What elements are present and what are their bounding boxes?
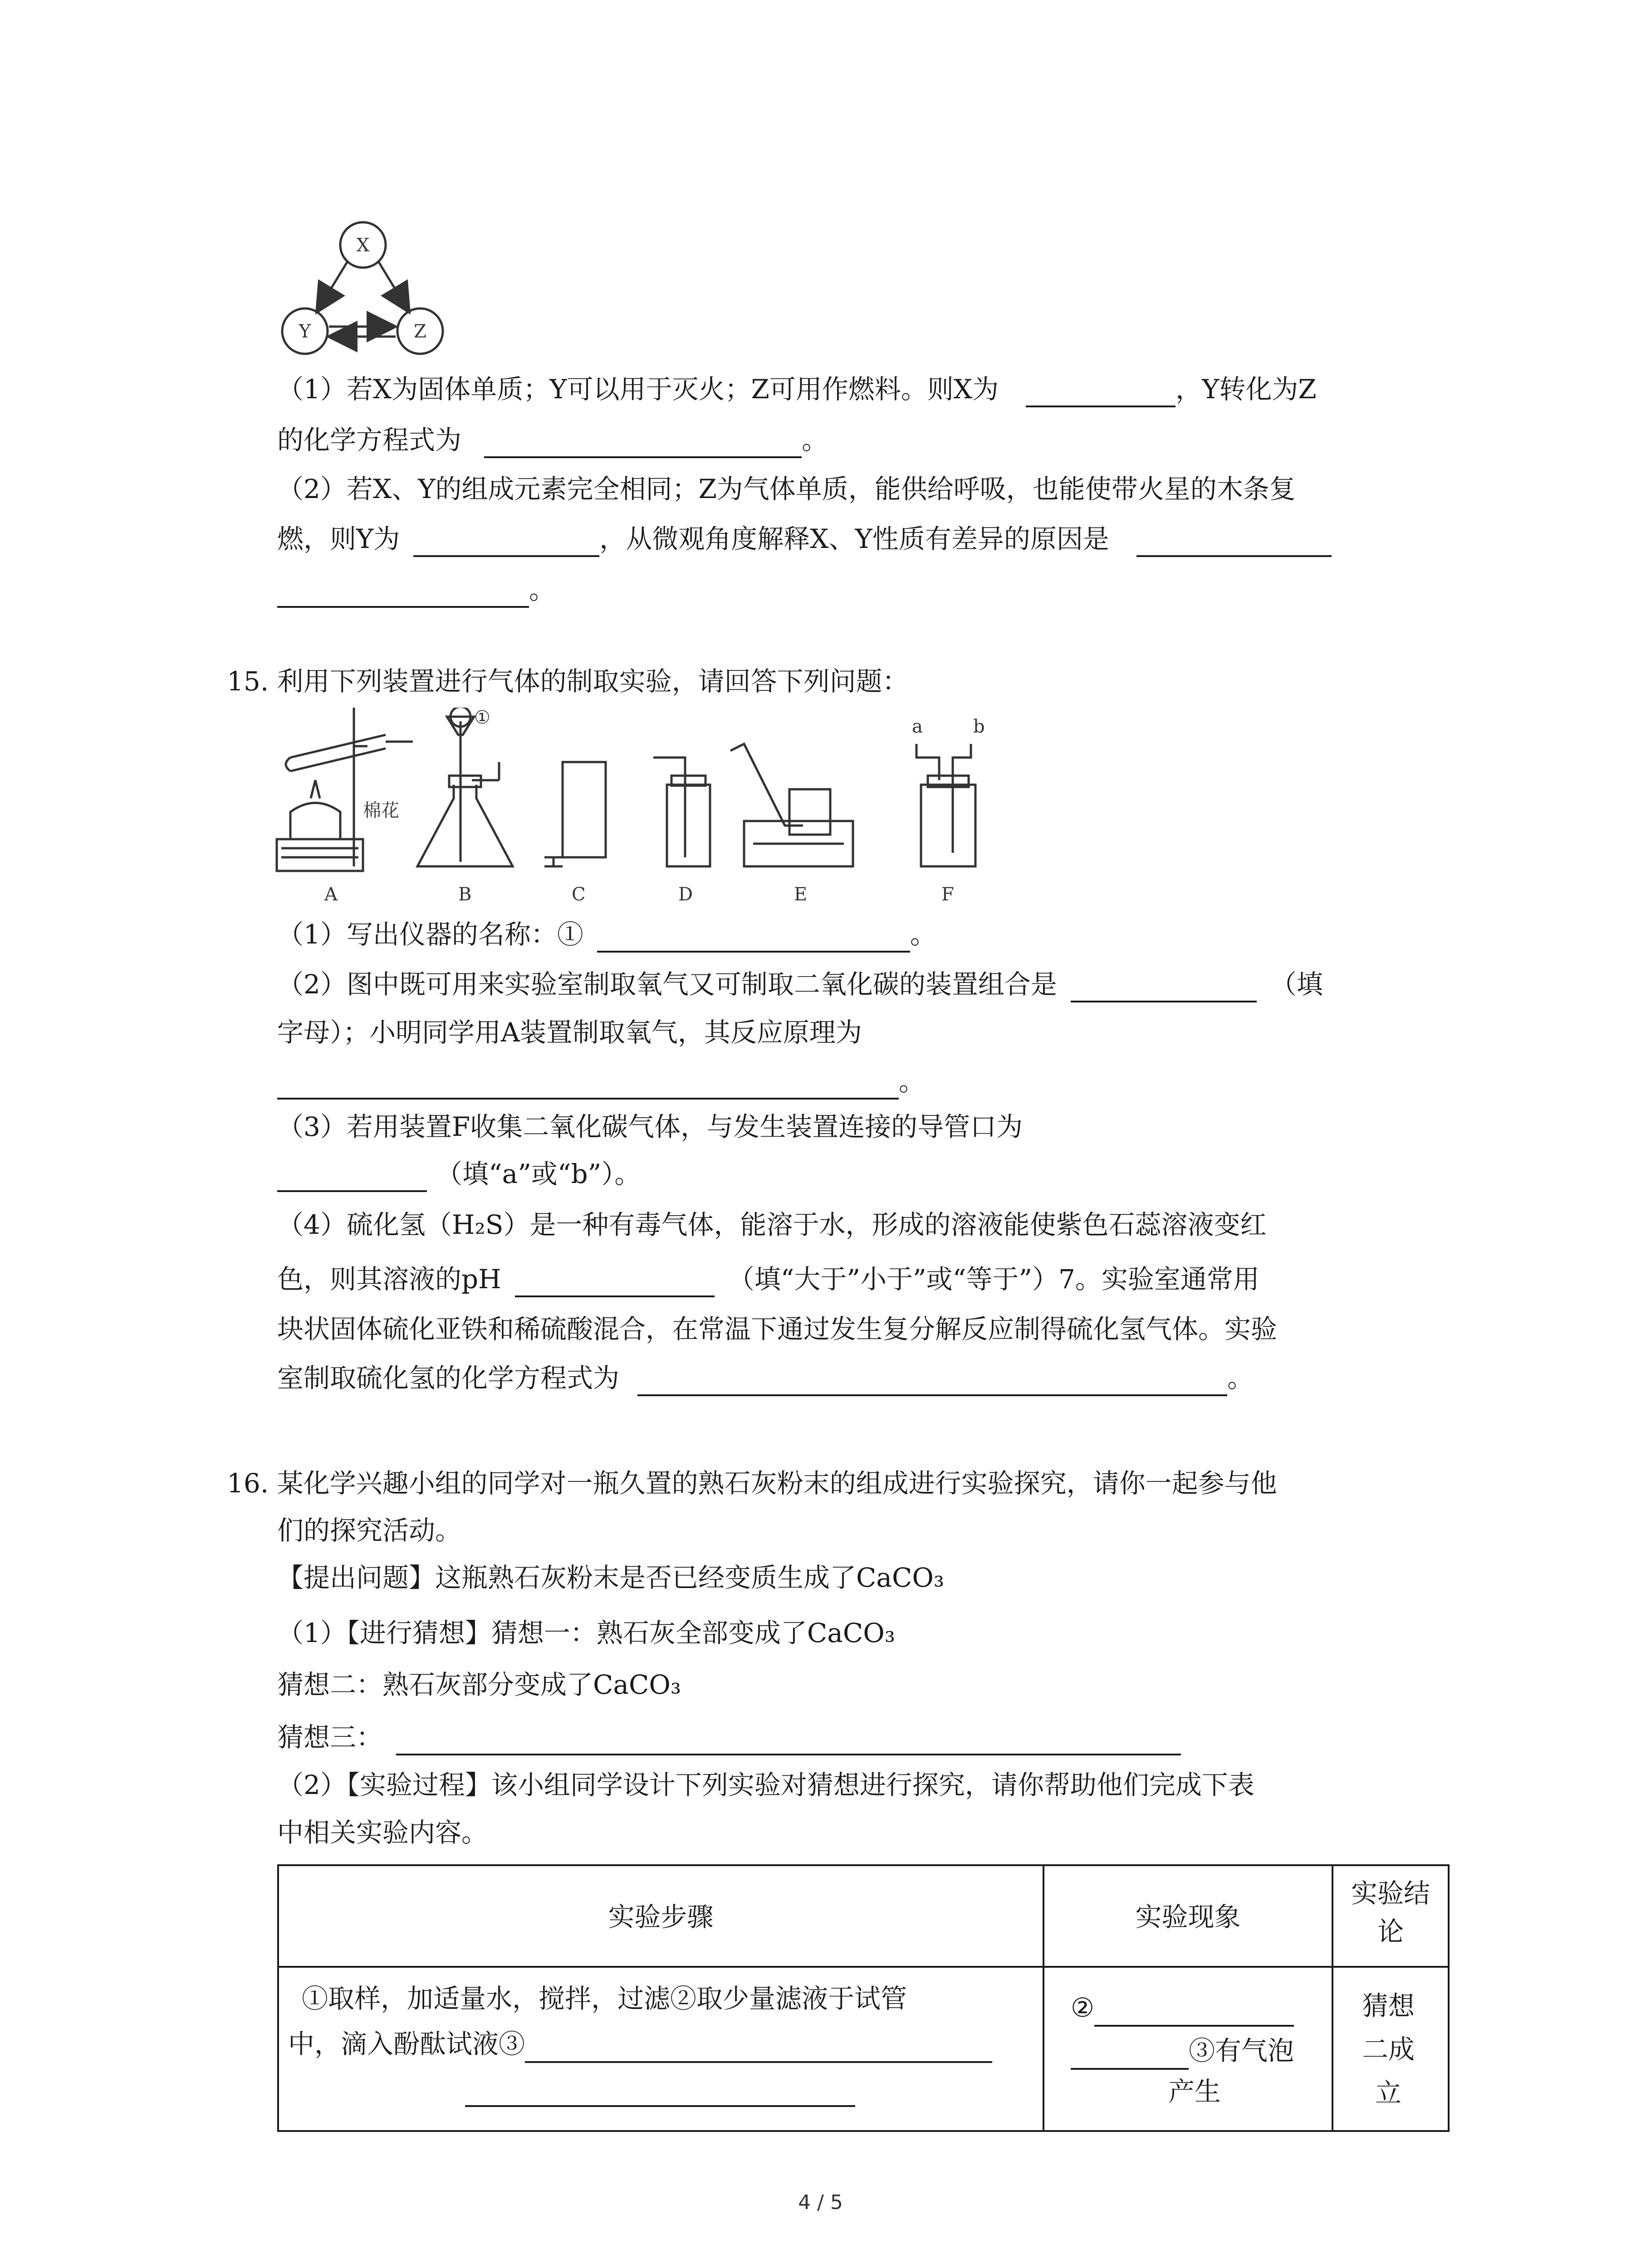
q15-principle-blank[interactable] [277, 1070, 899, 1100]
q16-guess1 [277, 1615, 895, 1651]
step-line1 [302, 1980, 907, 2018]
q16-guess2-text: 猜想二：熟石灰部分变成了CaCO₃ [277, 1669, 681, 1700]
q16-guess3 [277, 1719, 1181, 1755]
q15-p4-text: （4）硫化氢（H₂S）是一种有毒气体，能溶于水，形成的溶液能使紫色石蕊溶液变红 [277, 1209, 1267, 1240]
step-line2 [288, 2025, 992, 2063]
step3-blank[interactable] [525, 2033, 992, 2063]
label-a: A [324, 884, 338, 905]
header-conclusion: 实验结论 [1351, 1878, 1430, 1947]
q16-guess3-blank[interactable] [396, 1725, 1181, 1755]
q15-p4-line4-text: 室制取硫化氢的化学方程式为 [277, 1363, 620, 1393]
q16-line1-text: 16. 某化学兴趣小组的同学对一瓶久置的熟石灰粉末的组成进行实验探究，请你一起参与他 [227, 1468, 1277, 1499]
q15-part4-line2 [277, 1261, 1259, 1297]
q15-title-text: 15. 利用下列装置进行气体的制取实验，请回答下列问题： [227, 666, 909, 697]
apparatus-figure [272, 708, 1053, 916]
q14-p2-text: （2）若X、Y的组成元素完全相同；Z为气体单质，能供给呼吸，也能使带火星的木条复 [277, 474, 1296, 504]
q14-part2-line3 [277, 572, 555, 608]
phenomenon-blank-1[interactable] [1094, 1997, 1294, 2027]
q15-p2-end: （填 [1270, 969, 1323, 1000]
q15-p2-text: （2）图中既可用来实验室制取氧气又可制取二氧化碳的装置组合是 [277, 969, 1057, 1000]
node-y-label: Y [299, 321, 311, 342]
conclusion-cell: 猜想二成立 [1362, 1990, 1415, 2108]
header-phenomena: 实验现象 [1135, 1901, 1241, 1932]
label-e: E [794, 884, 808, 905]
q15-p4-line2-text: 色，则其溶液的pH [277, 1264, 501, 1295]
q15-p4-line3-text: 块状固体硫化亚铁和稀硫酸混合，在常温下通过发生复分解反应制得硫化氢气体。实验 [277, 1314, 1278, 1344]
q15-part3-line2 [277, 1156, 641, 1192]
q15-p1-text: （1）写出仪器的名称：① [277, 919, 583, 950]
node-x-label: X [356, 235, 370, 256]
phen-line2 [1071, 2032, 1294, 2070]
q14-part2-line1 [277, 471, 1296, 507]
q14-part1-line1 [277, 371, 1317, 407]
arrow-x-to-z [379, 262, 408, 311]
q16-part2-line2 [277, 1814, 488, 1851]
phen-mark: ② [1071, 1992, 1094, 2023]
q14-p1-text: （1）若X为固体单质；Y可以用于灭火；Z可用作燃料。则X为 [277, 374, 999, 405]
q14-equation-blank[interactable] [484, 428, 802, 458]
q14-p2-line3-end: 。 [529, 574, 556, 605]
q14-p1-line2-end: 。 [802, 425, 828, 455]
q15-port-blank[interactable] [277, 1162, 427, 1192]
phen-line1 [1071, 1989, 1294, 2027]
q14-answer-y-blank[interactable] [413, 527, 599, 557]
q15-ph-blank[interactable] [515, 1267, 715, 1297]
q15-part2-line3 [277, 1063, 925, 1100]
q14-part1-line2 [277, 422, 828, 458]
q16-guess1-text: （1）【进行猜想】猜想一：熟石灰全部变成了CaCO₃ [277, 1618, 896, 1648]
arrow-x-to-y [318, 262, 347, 311]
q16-line1 [227, 1465, 1277, 1501]
q16-part2-line1 [277, 1767, 1254, 1803]
q15-combo-blank[interactable] [1071, 973, 1257, 1002]
relationship-diagram [272, 218, 454, 363]
q15-title [227, 663, 909, 699]
q15-p4-line4-end: 。 [1227, 1363, 1254, 1393]
q16-question [277, 1559, 944, 1596]
step3-blank-2[interactable] [465, 2077, 855, 2107]
cotton-label: 棉花 [363, 800, 399, 821]
mark-1: ① [474, 708, 490, 728]
phen-line3-text: 产生 [1168, 2076, 1221, 2107]
q15-part2-line1 [277, 966, 1323, 1002]
q14-reason-blank-2[interactable] [277, 578, 529, 608]
q16-guess2 [277, 1667, 681, 1703]
q16-line2-text: 们的探究活动。 [277, 1515, 462, 1546]
phenomenon-blank-2[interactable] [1071, 2040, 1189, 2070]
q14-p2-line2-mid: ，从微观角度解释X、Y性质有差异的原因是 [599, 523, 1109, 554]
q15-h2s-equation-blank[interactable] [637, 1366, 1227, 1396]
q15-p1-end: 。 [910, 919, 936, 950]
q14-part2-line2 [277, 521, 1332, 557]
experiment-table [277, 1864, 1450, 2132]
q14-p1-text-end: ，Y转化为Z [1176, 374, 1317, 405]
q15-part1 [277, 916, 936, 953]
q15-part4-line1 [277, 1207, 1266, 1243]
port-a-label: a [912, 716, 923, 737]
label-d: D [678, 884, 693, 905]
phen-line2-text: ③有气泡 [1189, 2035, 1294, 2066]
step-line1-text: ①取样，加适量水，搅拌，过滤②取少量滤液于试管 [302, 1983, 907, 2014]
q14-p2-line2-text: 燃，则Y为 [277, 523, 400, 554]
q15-part4-line3 [277, 1311, 1277, 1347]
q14-answer-x-blank[interactable] [1026, 377, 1176, 407]
page-number: 4 / 5 [798, 2191, 843, 2214]
q16-line2 [277, 1512, 461, 1549]
header-steps: 实验步骤 [608, 1901, 714, 1932]
apparatus-c [544, 762, 606, 866]
q15-part2-line2 [277, 1014, 862, 1051]
apparatus-a [277, 708, 413, 871]
q15-part4-line4 [277, 1360, 1254, 1396]
apparatus-b [417, 708, 513, 866]
q15-p2-line2-text: 字母）；小明同学用A装置制取氧气，其反应原理为 [277, 1017, 862, 1048]
port-b-label: b [973, 716, 985, 737]
q16-question-text: 【提出问题】这瓶熟石灰粉末是否已经变质生成了CaCO₃ [277, 1562, 945, 1593]
q15-p4-line2-end: （填“大于”小于”或“等于”）7。实验室通常用 [728, 1264, 1259, 1295]
apparatus-d [653, 758, 710, 866]
step-line2-text: 中，滴入酚酞试液③ [288, 2028, 525, 2059]
label-c: C [572, 884, 586, 905]
q15-p3-line2-end: （填“a”或“b”）。 [436, 1158, 641, 1189]
q14-reason-blank-1[interactable] [1136, 527, 1332, 557]
label-b: B [458, 884, 472, 905]
q16-p2-text: （2）【实验过程】该小组同学设计下列实验对猜想进行探究，请你帮助他们完成下表 [277, 1769, 1254, 1800]
apparatus-e [730, 744, 853, 866]
q14-p1-line2-text: 的化学方程式为 [277, 425, 462, 455]
q15-part3-line1 [277, 1109, 1023, 1145]
apparatus-f [916, 744, 975, 866]
q15-instrument-blank[interactable] [597, 923, 910, 953]
q15-p3-text: （3）若用装置F收集二氧化碳气体，与发生装置连接的导管口为 [277, 1111, 1023, 1142]
node-z-label: Z [414, 321, 426, 342]
phen-line3 [1168, 2072, 1221, 2111]
q16-p2-line2-text: 中相关实验内容。 [277, 1817, 488, 1848]
label-f: F [941, 884, 954, 905]
q15-p2-line3-end: 。 [899, 1066, 926, 1097]
q16-guess3-text: 猜想三： [277, 1722, 383, 1753]
